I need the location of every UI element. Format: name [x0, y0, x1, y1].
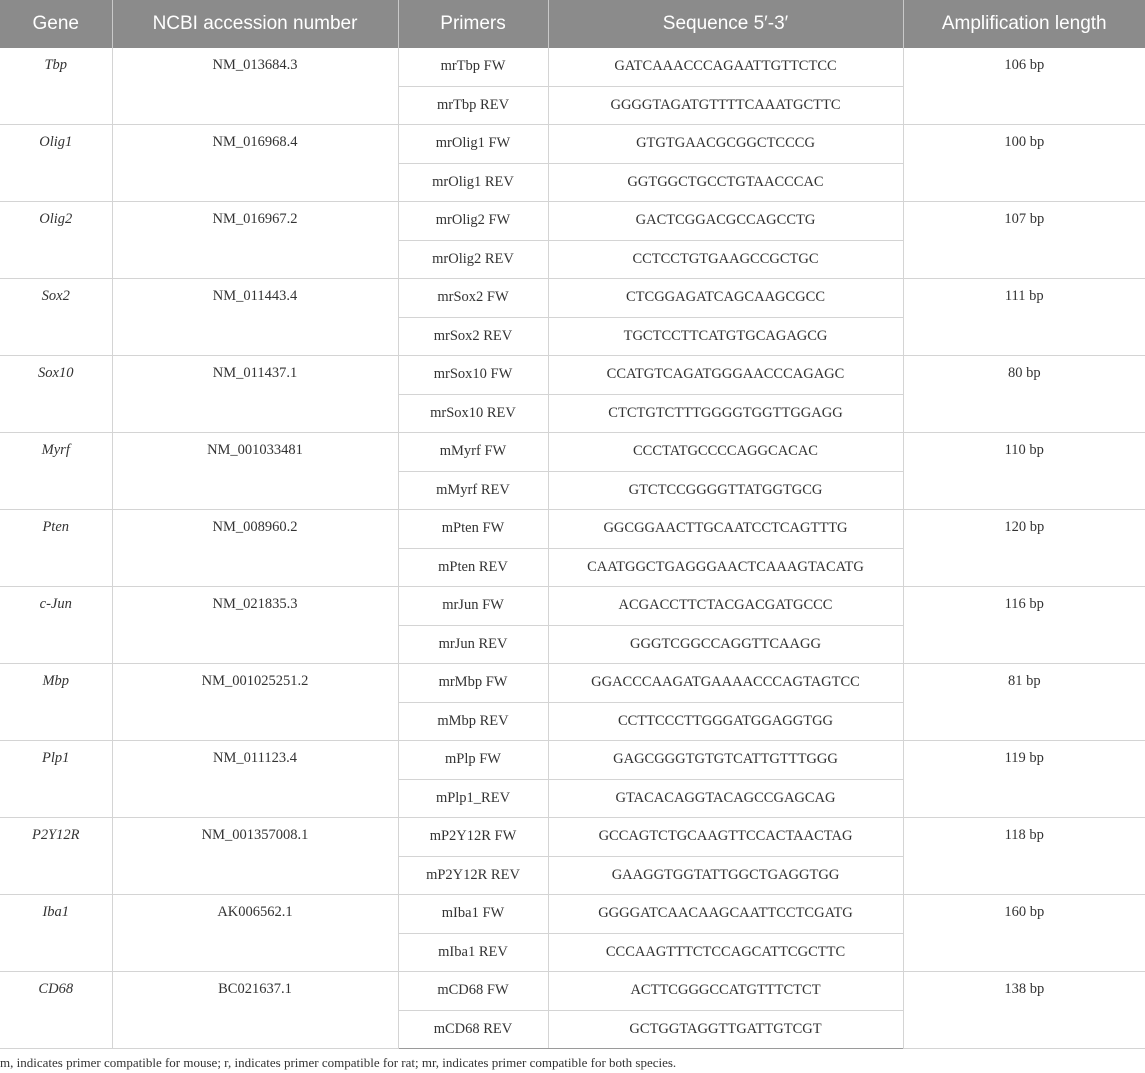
gene-cell: CD68 — [0, 972, 112, 1049]
table-row — [0, 818, 1145, 857]
primer-name-cell: mrTbp REV — [398, 86, 548, 125]
sequence-cell: ACTTCGGGCCATGTTTCTCT — [548, 972, 903, 1011]
sequence-cell: GAAGGTGGTATTGGCTGAGGTGG — [548, 856, 903, 895]
primer-name-cell: mIba1 REV — [398, 933, 548, 972]
accession-cell: NM_013684.3 — [112, 48, 398, 125]
accession-cell: NM_011443.4 — [112, 279, 398, 356]
amplification-length-cell: 118 bp — [903, 818, 1145, 895]
amplification-length-cell: 110 bp — [903, 433, 1145, 510]
table-row — [0, 279, 1145, 318]
amplification-length-cell: 160 bp — [903, 895, 1145, 972]
gene-cell: Olig2 — [0, 202, 112, 279]
primer-name-cell: mrTbp FW — [398, 48, 548, 86]
sequence-cell: CCCTATGCCCCAGGCACAC — [548, 433, 903, 472]
table-row — [0, 433, 1145, 472]
amplification-length-cell: 81 bp — [903, 664, 1145, 741]
sequence-cell: CCTTCCCTTGGGATGGAGGTGG — [548, 702, 903, 741]
sequence-cell: GCCAGTCTGCAAGTTCCACTAACTAG — [548, 818, 903, 857]
accession-cell: NM_016968.4 — [112, 125, 398, 202]
primer-name-cell: mPten FW — [398, 510, 548, 549]
gene-cell: Myrf — [0, 433, 112, 510]
sequence-cell: TGCTCCTTCATGTGCAGAGCG — [548, 317, 903, 356]
primer-name-cell: mrJun FW — [398, 587, 548, 626]
header-gene: Gene — [0, 0, 112, 48]
primer-name-cell: mrOlig1 REV — [398, 163, 548, 202]
table-row — [0, 664, 1145, 703]
primer-name-cell: mMbp REV — [398, 702, 548, 741]
amplification-length-cell: 100 bp — [903, 125, 1145, 202]
primer-name-cell: mrSox2 REV — [398, 317, 548, 356]
gene-cell: Sox10 — [0, 356, 112, 433]
table-row — [0, 48, 1145, 86]
table-row — [0, 972, 1145, 1011]
gene-cell: c-Jun — [0, 587, 112, 664]
primer-name-cell: mrMbp FW — [398, 664, 548, 703]
primer-name-cell: mrSox2 FW — [398, 279, 548, 318]
primer-name-cell: mrJun REV — [398, 625, 548, 664]
accession-cell: NM_011437.1 — [112, 356, 398, 433]
amplification-length-cell: 119 bp — [903, 741, 1145, 818]
sequence-cell: ACGACCTTCTACGACGATGCCC — [548, 587, 903, 626]
sequence-cell: GGGTCGGCCAGGTTCAAGG — [548, 625, 903, 664]
primer-name-cell: mrSox10 REV — [398, 394, 548, 433]
table-header — [0, 0, 1145, 48]
sequence-cell: CCTCCTGTGAAGCCGCTGC — [548, 240, 903, 279]
gene-cell: Mbp — [0, 664, 112, 741]
sequence-cell: GTACACAGGTACAGCCGAGCAG — [548, 779, 903, 818]
header-amplification-length: Amplification length — [903, 0, 1145, 48]
accession-cell: NM_008960.2 — [112, 510, 398, 587]
amplification-length-cell: 80 bp — [903, 356, 1145, 433]
sequence-cell: GGTGGCTGCCTGTAACCCAC — [548, 163, 903, 202]
table-row — [0, 587, 1145, 626]
header-primers: Primers — [398, 0, 548, 48]
sequence-cell: GACTCGGACGCCAGCCTG — [548, 202, 903, 241]
primer-name-cell: mrOlig2 FW — [398, 202, 548, 241]
table-row — [0, 741, 1145, 780]
primer-name-cell: mPlp1_REV — [398, 779, 548, 818]
sequence-cell: GGGGTAGATGTTTTCAAATGCTTC — [548, 86, 903, 125]
primer-name-cell: mCD68 REV — [398, 1010, 548, 1049]
table-row — [0, 895, 1145, 934]
primer-name-cell: mMyrf FW — [398, 433, 548, 472]
table-row — [0, 356, 1145, 395]
amplification-length-cell: 106 bp — [903, 48, 1145, 125]
amplification-length-cell: 138 bp — [903, 972, 1145, 1049]
amplification-length-cell: 120 bp — [903, 510, 1145, 587]
sequence-cell: GTGTGAACGCGGCTCCCG — [548, 125, 903, 164]
sequence-cell: GGGGATCAACAAGCAATTCCTCGATG — [548, 895, 903, 934]
accession-cell: NM_016967.2 — [112, 202, 398, 279]
table-row — [0, 125, 1145, 164]
table-row — [0, 202, 1145, 241]
sequence-cell: GTCTCCGGGGTTATGGTGCG — [548, 471, 903, 510]
gene-cell: Pten — [0, 510, 112, 587]
primer-name-cell: mCD68 FW — [398, 972, 548, 1011]
gene-cell: Plp1 — [0, 741, 112, 818]
sequence-cell: GATCAAACCCAGAATTGTTCTCC — [548, 48, 903, 86]
sequence-cell: GGCGGAACTTGCAATCCTCAGTTTG — [548, 510, 903, 549]
primer-name-cell: mrSox10 FW — [398, 356, 548, 395]
accession-cell: NM_011123.4 — [112, 741, 398, 818]
gene-cell: Iba1 — [0, 895, 112, 972]
sequence-cell: CCATGTCAGATGGGAACCCAGAGC — [548, 356, 903, 395]
amplification-length-cell: 116 bp — [903, 587, 1145, 664]
gene-cell: P2Y12R — [0, 818, 112, 895]
gene-cell: Sox2 — [0, 279, 112, 356]
header-sequence: Sequence 5′-3′ — [548, 0, 903, 48]
primer-name-cell: mP2Y12R FW — [398, 818, 548, 857]
sequence-cell: CAATGGCTGAGGGAACTCAAAGTACATG — [548, 548, 903, 587]
gene-cell: Tbp — [0, 48, 112, 125]
primer-name-cell: mrOlig2 REV — [398, 240, 548, 279]
accession-cell: AK006562.1 — [112, 895, 398, 972]
primer-name-cell: mrOlig1 FW — [398, 125, 548, 164]
header-accession: NCBI accession number — [112, 0, 398, 48]
amplification-length-cell: 107 bp — [903, 202, 1145, 279]
accession-cell: NM_001025251.2 — [112, 664, 398, 741]
table-body — [0, 48, 1145, 1049]
accession-cell: NM_001033481 — [112, 433, 398, 510]
accession-cell: BC021637.1 — [112, 972, 398, 1049]
primer-name-cell: mIba1 FW — [398, 895, 548, 934]
gene-cell: Olig1 — [0, 125, 112, 202]
sequence-cell: GAGCGGGTGTGTCATTGTTTGGG — [548, 741, 903, 780]
primer-name-cell: mP2Y12R REV — [398, 856, 548, 895]
sequence-cell: CCCAAGTTTCTCCAGCATTCGCTTC — [548, 933, 903, 972]
accession-cell: NM_001357008.1 — [112, 818, 398, 895]
sequence-cell: GGACCCAAGATGAAAACCCAGTAGTCC — [548, 664, 903, 703]
accession-cell: NM_021835.3 — [112, 587, 398, 664]
sequence-cell: CTCGGAGATCAGCAAGCGCC — [548, 279, 903, 318]
primer-name-cell: mPlp FW — [398, 741, 548, 780]
sequence-cell: GCTGGTAGGTTGATTGTCGT — [548, 1010, 903, 1049]
sequence-cell: CTCTGTCTTTGGGGTGGTTGGAGG — [548, 394, 903, 433]
primer-name-cell: mPten REV — [398, 548, 548, 587]
primer-name-cell: mMyrf REV — [398, 471, 548, 510]
table-row — [0, 510, 1145, 549]
table-footnote: m, indicates primer compatible for mouse; r, indicates primer compatible for rat; mr, indicates primer compatible for both species. — [0, 1055, 677, 1070]
header-row — [0, 0, 1145, 48]
amplification-length-cell: 111 bp — [903, 279, 1145, 356]
